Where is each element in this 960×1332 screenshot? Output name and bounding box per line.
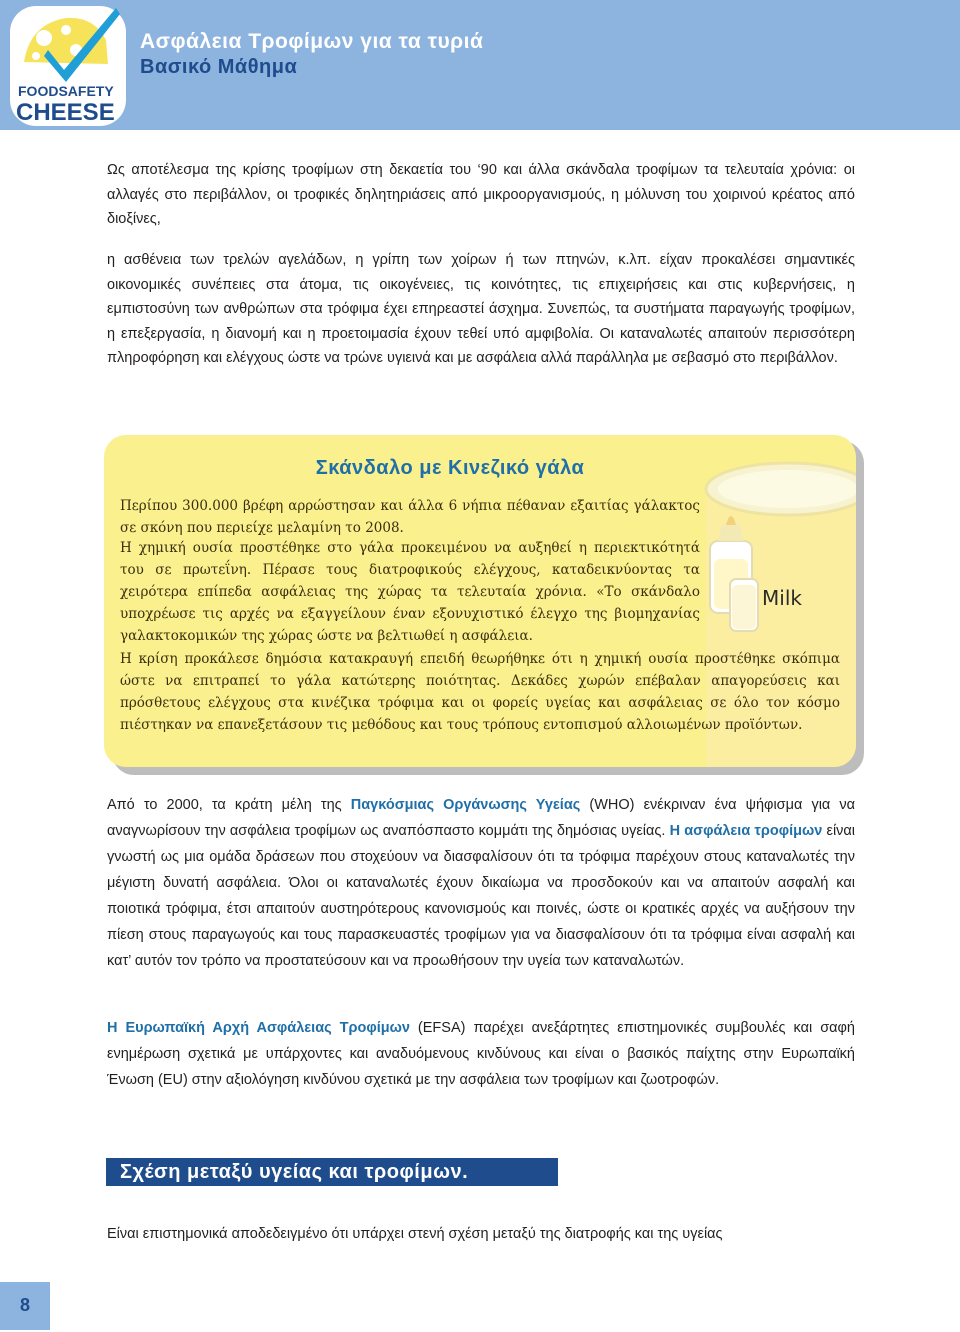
- efsa-paragraph: [107, 1015, 855, 1093]
- page-number-badge: [0, 1282, 50, 1330]
- box-paragraph-2: Η χημική ουσία προστέθηκε στο γάλα προκειμένου να αυξηθεί η περιεκτικότητά του σε πρωτεΐνη. Πέρασε τους διατροφικούς ελέγχους, καταδεικνύοντας τα χειρότερα επίπεδα ασφάλειας της χώρας τα τελευταία χρόνια. «Το σκάνδαλο υποχρέωσε τις αρχές να εξαγγείλουν έναν εξονυχιστικό έλεγχο της βιομηχανίας γαλακτοκομικών της χώρας ώστε να βελτιωθεί η ασφάλεια.: [120, 540, 700, 644]
- who-prefix: Από το 2000, τα κράτη μέλη της: [107, 797, 342, 813]
- logo-text-line1: FOODSAFETY: [18, 83, 114, 99]
- box-title: Σκάνδαλο με Κινεζικό γάλα: [315, 457, 585, 479]
- box-paragraph-3: Η κρίση προκάλεσε δημόσια κατακραυγή επειδή θεωρήθηκε ότι η χημική ουσία προστέθηκε σκόπιμα ώστε να επιτραπεί το γάλα κατώτερης ποιότητας. Δεκάδες χωρών επέβαλαν απαγορεύσεις και πρόσθετους ελέγχους στα κινέζικα τρόφιμα και οι φορείς υγείας και ασφάλειας σε όλο τον κόσμο πιέστηκαν να επανεξετάσουν τις μεθόδους και τους τρόπους εντοπισμού αλλοιωμένων προϊόντων.: [120, 651, 840, 733]
- checkmark-cheese-logo-icon: [8, 4, 128, 128]
- logo-text-line2: CHEESE: [16, 99, 115, 126]
- box-paragraph-1: Περίπου 300.000 βρέφη αρρώστησαν και άλλα 6 νήπια πέθαναν εξαιτίας γάλακτος σε σκόνη που περιείχε μελαμίνη το 2008.: [120, 498, 700, 536]
- efsa-rest: (EFSA) παρέχει ανεξάρτητες επιστημονικές συμβουλές και σαφή ενημέρωση σχετικά με υπάρχοντες και αναδυόμενους κινδύνους και είναι ο βασικός παίχτης στην Ευρωπαϊκή Ένωση (EU) στην αξιολόγηση κινδύνου σχετικά με την ασφάλεια των τροφίμων και ζωοτροφών.: [107, 1020, 855, 1088]
- milk-scandal-box: [104, 435, 856, 767]
- food-safety-term: Η ασφάλεια τροφίμων: [669, 823, 823, 839]
- intro-paragraph-2: η ασθένεια των τρελών αγελάδων, η γρίπη των χοίρων ή των πτηνών, κ.λπ. είχαν προκαλέσει σημαντικές οικονομικές συνέπειες στα άτομα, τις οικογένειες, τις κοινότητες, τις επιχειρήσεις και στις κυβερνήσεις, η εμπιστοσύνη των ανθρώπων στα τρόφιμα έχει επηρεαστεί άσχημα. Συνεπώς, τα συστήματα παραγωγής τροφίμων, η επεξεργασία, η διανομή και η προετοιμασία έχουν τεθεί υπό αμφιβολία. Οι καταναλωτές απαιτούν περισσότερη πληροφόρηση και ελέγχους ώστε να τρώνε υγιεινά και με ασφάλεια αλλά παράλληλα με σεβασμό στο περιβάλλον.: [107, 252, 855, 366]
- who-rest-1: (WHO) ενέκριναν ένα ψήφισμα για να αναγνωρίσουν την ασφάλεια τροφίμων ως αναπόσπαστο κομμάτι της δημόσιας υγείας.: [107, 797, 856, 839]
- intro-paragraph-1: Ως αποτέλεσμα της κρίσης τροφίμων στη δεκαετία του ‘90 και άλλα σκάνδαλα τροφίμων τα τελευταία χρόνια: οι αλλαγές στο περιβάλλον, οι τροφικές δηλητηριάσεις από μικροοργανισμούς, η μόλυνση του χοιρινού κρέατος από διοξίνες,: [107, 162, 855, 227]
- milk-label: Milk: [762, 586, 802, 610]
- document-subtitle: Βασικό Μάθημα: [140, 56, 298, 78]
- section-paragraph: Είναι επιστημονικά αποδεδειγμένο ότι υπάρχει στενή σχέση μεταξύ της διατροφής και της υγείας: [107, 1226, 723, 1242]
- efsa-org-name: Η Ευρωπαϊκή Αρχή Ασφάλειας Τροφίμων: [107, 1020, 410, 1036]
- section-heading-bar: [106, 1158, 558, 1186]
- document-title: Ασφάλεια Τροφίμων για τα τυριά: [140, 30, 484, 53]
- section-heading: Σχέση μεταξύ υγείας και τροφίμων.: [120, 1161, 469, 1183]
- page-number: 8: [19, 1295, 30, 1315]
- who-rest-2: είναι γνωστή ως μια ομάδα δράσεων που στοχεύουν να διασφαλίσουν ότι τα τρόφιμα παρέχουν στους καταναλωτές την μέγιστη δυνατή ασφάλεια. Όλοι οι καταναλωτές έχουν δικαίωμα να προσδοκούν και να απαιτούν ασφαλή και ποιοτικά τρόφιμα, έτσι απαιτούν αυστηρότερους κανονισμούς και ποινές, ώστε οι κρατικές αρχές να αυξήσουν την πίεση στους παραγωγούς και τους παρασκευαστές τροφίμων για να διασφαλίσουν ότι τα τρόφιμα είναι ασφαλή και κατ’ αυτόν τον τρόπο να προστατεύσουν και να προωθήσουν την υγεία των καταναλωτών.: [107, 823, 856, 969]
- who-org-name: Παγκόσμιας Οργάνωσης Υγείας: [350, 797, 581, 813]
- who-paragraph: [107, 792, 855, 974]
